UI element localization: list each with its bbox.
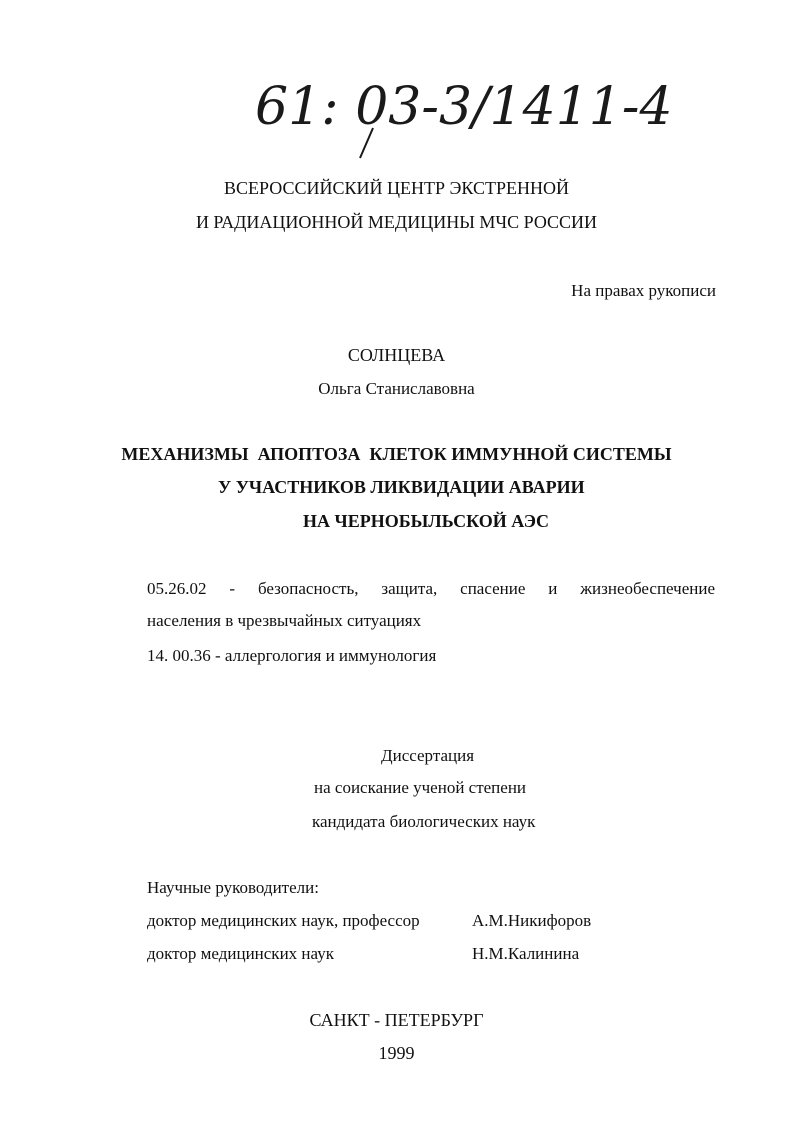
title-line-3: НА ЧЕРНОБЫЛЬСКОЙ АЭС	[303, 511, 550, 531]
author-given-names: Ольга Станиславовна	[318, 379, 475, 398]
handwritten-archive-code	[255, 62, 673, 162]
institution-line-1: ВСЕРОССИЙСКИЙ ЦЕНТР ЭКСТРЕННОЙ	[224, 178, 569, 198]
supervisor-2-degree: доктор медицинских наук	[147, 944, 334, 963]
supervisor-1-degree: доктор медицинских наук, профессор	[147, 911, 420, 930]
author-surname: СОЛНЦЕВА	[347, 345, 446, 365]
dissertation-line-1: Диссертация	[381, 746, 475, 765]
dissertation-line-3: кандидата биологических наук	[312, 812, 536, 831]
specialty-1-line-2: населения в чрезвычайных ситуациях	[147, 611, 422, 630]
handwritten-code-text: 61: 03-3/1411-4	[255, 77, 673, 137]
specialty-1-line-1: 05.26.02 - безопасность, защита, спасение и жизнеобеспечение	[147, 579, 715, 598]
city: САНКТ - ПЕТЕРБУРГ	[309, 1010, 484, 1030]
supervisor-2-name: Н.М.Калинина	[472, 944, 580, 963]
dissertation-line-2: на соискание ученой степени	[314, 778, 527, 797]
title-line-2: У УЧАСТНИКОВ ЛИКВИДАЦИИ АВАРИИ	[218, 477, 585, 497]
supervisors-heading: Научные руководители:	[147, 878, 319, 897]
specialty-2: 14. 00.36 - аллергология и иммунология	[147, 646, 437, 665]
year: 1999	[378, 1043, 415, 1063]
supervisor-1-name: А.М.Никифоров	[472, 911, 592, 930]
title-line-1: МЕХАНИЗМЫ АПОПТОЗА КЛЕТОК ИММУННОЙ СИСТЕМЫ	[121, 444, 672, 464]
manuscript-rights: На правах рукописи	[571, 281, 716, 300]
institution-line-2: И РАДИАЦИОННОЙ МЕДИЦИНЫ МЧС РОССИИ	[195, 212, 598, 232]
